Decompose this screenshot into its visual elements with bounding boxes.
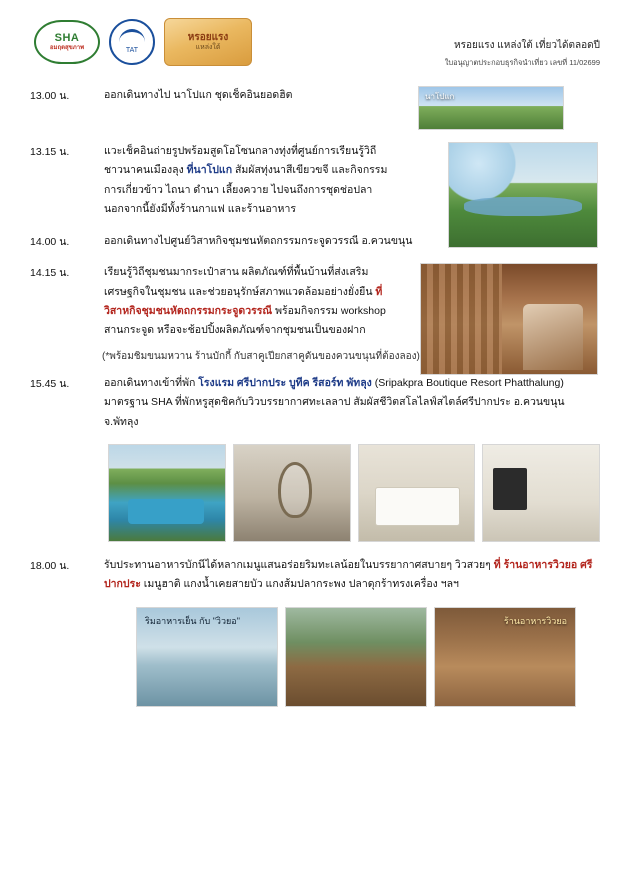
license-number: ใบอนุญาตประกอบธุรกิจนำเที่ยว เลขที่ 11/02699 [444,58,600,67]
brand-logo-subtitle: แหล่งใต้ [195,43,221,51]
tourism-authority-logo-text: TAT [125,47,139,55]
photo-caption: ริมอาหารเย็น กับ "วิวยอ" [145,615,240,626]
schedule-time: 14.15 น. [30,267,70,280]
photo-caption: นาโปแก [425,92,455,101]
resort-swing-photo [233,444,351,542]
schedule-time: 18.00 น. [30,560,70,573]
schedule-note: (*พร้อมชิมขนมหวาน ร้านบักกี้ กับสาคูเปียกสาคูดันของควนขนุนที่ต้องลอง) [102,350,420,362]
schedule-time: 13.15 น. [30,146,70,158]
sha-logo-bottom: อมฤตสุขภาพ [49,44,85,51]
schedule-text: ออกเดินทางไป นาโปแก ชุดเช็คอินยอดฮิต [104,89,293,101]
schedule-row [28,142,600,220]
text-part: สัมผัสทุ่งนาสีเขียวขจี และกิจกรรมการเกี่ยวข้าว ไถนา ดำนา เลี้ยงควาย ไปจนถึงการชุดช่อปลา นอกจากนี้ยังมีทั้งร้านกาแฟ และร้านอาหาร [104,164,388,216]
text-part: รับประทานอาหารบักนีได้หลากเมนูแสนอร่อยริมทะเลน้อยในบรรยากาศสบายๆ วิวสวยๆ [104,559,494,572]
arc-icon [119,29,145,45]
sha-logo [34,20,100,64]
brand-logo [164,18,252,66]
sunset-lake-photo [136,607,278,707]
terrace-photo [285,607,427,707]
hotel-photo-strip [108,444,600,542]
resort-room-photo [482,444,600,542]
dinner-photo-strip [136,607,600,707]
krajood-weaving-photo [420,263,598,375]
schedule-text: ออกเดินทางไปศูนย์วิสาหกิจชุมชนหัตถกรรมกระจูดวรรณี อ.ควนขนุน [104,234,413,247]
schedule-row [28,263,600,341]
text-part: ออกเดินทางเข้าที่พัก [104,376,199,389]
tagline: หรอยแรง แหล่งใต้ เที่ยวได้ตลอดปี [454,40,600,51]
text-part: (Sripakpra Boutique Resort Phatthalung) มาตรฐาน SHA ที่พักหรูสุดชิคกับวิวบรรยากาศทะเลลาป สัมผัสชีวิตสโลไลฟ์สไตล์ศรีปากประ อ.ควนขนุน จ.พัทลุง [104,376,565,428]
schedule-row [28,86,600,130]
schedule-time: 14.00 น. [30,235,70,248]
schedule-row [28,556,600,595]
schedule-row [28,374,600,432]
brand-logo-title: หรอยแรง [187,32,229,44]
schedule-text [104,374,600,432]
text-part: เมนูฮาติ แกงน้ำเคยสายบัว แกงส้มปลากระพง ปลาดุกร้าทรงเครื่อง ฯลฯ [140,578,459,591]
document-header [28,18,600,80]
text-part: พร้อมกิจกรรม workshop สานกระจูด หรือจะช้อปปิ้งผลิตภัณฑ์จากชุมชนเป็นของฝาก [104,304,386,337]
resort-bedroom-photo [358,444,476,542]
seafood-photo [434,607,576,707]
logo-group [28,18,252,66]
schedule-text [104,142,410,220]
highlight-place: ที่ วิสาหกิจชุมชนหัตถกรรมกระจูดวรรณี [104,285,383,317]
highlight-place: ที่ ร้านอาหารวิวยอ ศรีปากประ [104,559,593,591]
photo-caption: ร้านอาหารวิวยอ [503,615,567,626]
schedule-time: 13.00 น. [30,90,70,102]
text-part: เรียนรู้วิถีชุมชนมากระเป๋าสาน ผลิตภัณฑ์ที่พื้นบ้านที่ส่งเสริมเศรษฐกิจในชุมชน และช่วยอนุรักษ์สภาพแวดล้อมอย่างยั่งยืน [104,266,376,298]
schedule-text [104,263,410,341]
highlight-place: ที่นาโปแก [186,164,233,177]
schedule-text [104,556,600,595]
napokae-field-photo [448,142,598,248]
text-part: แวะเช็คอินถ่ายรูปพร้อมสูดโอโซนกลางทุ่งที่ศูนย์การเรียนรู้วิถีชาวนาคนเมืองลุง [104,145,377,177]
tourism-authority-logo [109,19,155,65]
sha-logo-top: SHA [54,32,80,45]
schedule-time: 15.45 น. [30,377,70,390]
highlight-place: โรงแรม ศรีปากประ บูทีค รีสอร์ท พัทลุง [198,376,372,389]
rice-field-photo [418,86,564,130]
header-text-block [445,18,600,69]
schedule-list [28,86,600,707]
resort-pool-photo [108,444,226,542]
